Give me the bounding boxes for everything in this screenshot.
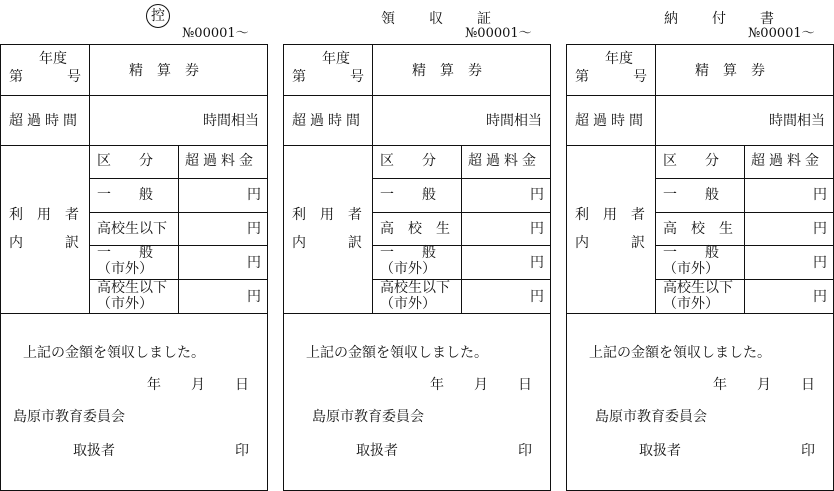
kubun-header: 区 分 <box>663 153 719 169</box>
organization-name: 島原市教育委員会 <box>595 409 707 425</box>
chouka-ryoukin-header: 超過料金 <box>751 153 823 169</box>
date-day: 日 <box>235 377 249 393</box>
row-koukousei-yen: 円 <box>247 221 261 237</box>
date-month: 月 <box>757 377 771 393</box>
row-ippan-label: 一 般 <box>97 187 153 203</box>
row-koukousei-shigai-sub: （市外） <box>97 296 153 312</box>
serial-number: №00001～ <box>182 26 249 41</box>
row-koukousei-shigai-yen: 円 <box>247 289 261 305</box>
handler-label: 取扱者 <box>73 443 115 459</box>
serial-number: №00001～ <box>748 26 815 41</box>
row-koukousei-shigai-yen: 円 <box>530 289 544 305</box>
seisanken-label: 精 算 券 <box>129 63 199 79</box>
row-ippan-shigai-label: 一 般 <box>97 245 153 261</box>
date-day: 日 <box>518 377 532 393</box>
dai-label: 第 <box>292 69 306 85</box>
date-year: 年 <box>430 377 444 393</box>
dai-label: 第 <box>9 69 23 85</box>
row-koukousei-label: 高 校 生 <box>663 221 733 237</box>
row-ippan-yen: 円 <box>530 187 544 203</box>
nendo-label: 年度 <box>605 51 633 67</box>
form-frame <box>566 44 834 491</box>
serial-number: №00001～ <box>465 26 532 41</box>
row-ippan-shigai-yen: 円 <box>247 255 261 271</box>
row-ippan-yen: 円 <box>813 187 827 203</box>
handler-label: 取扱者 <box>356 443 398 459</box>
riyousha-label: 利 用 者 <box>9 207 79 223</box>
organization-name: 島原市教育委員会 <box>13 409 125 425</box>
receipt-statement: 上記の金額を領収しました。 <box>589 345 771 361</box>
hikae-circled-title: 控 <box>146 4 170 28</box>
row-ippan-shigai-label: 一 般 <box>663 245 719 261</box>
ryoushuusho-title: 領 収 証 <box>381 11 501 27</box>
chouka-jikan-label: 超過時間 <box>575 113 647 129</box>
uchiwake-label: 内 訳 <box>292 235 362 251</box>
seal-mark: 印 <box>235 443 249 459</box>
row-koukousei-shigai-sub: （市外） <box>663 296 719 312</box>
row-koukousei-yen: 円 <box>530 221 544 237</box>
row-ippan-shigai-sub: （市外） <box>380 261 436 277</box>
receipt-statement: 上記の金額を領収しました。 <box>306 345 488 361</box>
kubun-header: 区 分 <box>97 153 153 169</box>
riyousha-label: 利 用 者 <box>575 207 645 223</box>
row-koukousei-shigai-yen: 円 <box>813 289 827 305</box>
chouka-ryoukin-header: 超過料金 <box>185 153 257 169</box>
go-label: 号 <box>67 69 81 85</box>
chouka-jikan-label: 超過時間 <box>292 113 364 129</box>
date-year: 年 <box>147 377 161 393</box>
row-ippan-label: 一 般 <box>380 187 436 203</box>
row-koukousei-shigai-label: 高校生以下 <box>97 280 167 296</box>
riyousha-label: 利 用 者 <box>292 207 362 223</box>
form-frame <box>283 44 551 491</box>
date-month: 月 <box>474 377 488 393</box>
seal-mark: 印 <box>801 443 815 459</box>
row-ippan-shigai-yen: 円 <box>813 255 827 271</box>
chouka-ryoukin-header: 超過料金 <box>468 153 540 169</box>
dai-label: 第 <box>575 69 589 85</box>
row-koukousei-label: 高 校 生 <box>380 221 450 237</box>
jikan-soutou-label: 時間相当 <box>486 113 542 129</box>
row-ippan-shigai-sub: （市外） <box>97 261 153 277</box>
seal-mark: 印 <box>518 443 532 459</box>
date-month: 月 <box>191 377 205 393</box>
uchiwake-label: 内 訳 <box>575 235 645 251</box>
row-koukousei-shigai-label: 高校生以下 <box>380 280 450 296</box>
go-label: 号 <box>350 69 364 85</box>
date-day: 日 <box>801 377 815 393</box>
uchiwake-label: 内 訳 <box>9 235 79 251</box>
row-koukousei-shigai-label: 高校生以下 <box>663 280 733 296</box>
seisanken-label: 精 算 券 <box>412 63 482 79</box>
organization-name: 島原市教育委員会 <box>312 409 424 425</box>
date-year: 年 <box>713 377 727 393</box>
form-ryoushuusho <box>283 0 551 491</box>
row-ippan-shigai-yen: 円 <box>530 255 544 271</box>
row-ippan-label: 一 般 <box>663 187 719 203</box>
chouka-jikan-label: 超過時間 <box>9 113 81 129</box>
seisanken-label: 精 算 券 <box>695 63 765 79</box>
row-ippan-shigai-sub: （市外） <box>663 261 719 277</box>
row-koukousei-yen: 円 <box>813 221 827 237</box>
nendo-label: 年度 <box>322 51 350 67</box>
noufusho-title: 納 付 書 <box>664 11 784 27</box>
go-label: 号 <box>633 69 647 85</box>
row-ippan-shigai-label: 一 般 <box>380 245 436 261</box>
nendo-label: 年度 <box>39 51 67 67</box>
handler-label: 取扱者 <box>639 443 681 459</box>
form-hikae <box>0 0 268 491</box>
jikan-soutou-label: 時間相当 <box>203 113 259 129</box>
form-frame <box>0 44 268 491</box>
receipt-statement: 上記の金額を領収しました。 <box>23 345 205 361</box>
jikan-soutou-label: 時間相当 <box>769 113 825 129</box>
row-koukousei-shigai-sub: （市外） <box>380 296 436 312</box>
kubun-header: 区 分 <box>380 153 436 169</box>
form-noufusho <box>566 0 834 491</box>
row-ippan-yen: 円 <box>247 187 261 203</box>
row-koukousei-label: 高校生以下 <box>97 221 167 237</box>
